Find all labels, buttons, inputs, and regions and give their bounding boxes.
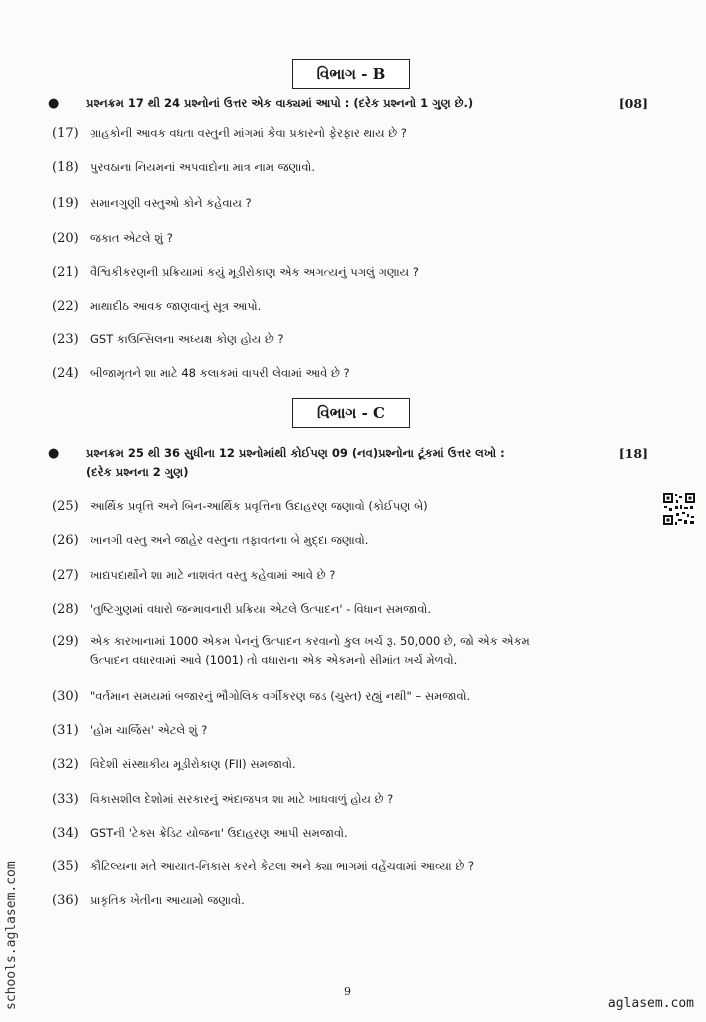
question-line-1: પ્રાકૃતિક ખેતીના આયામો જણાવો. [90,893,245,907]
qr-code-icon [662,492,696,526]
page-number: 9 [344,985,351,998]
question-number: (29) [52,634,79,649]
question-number: (34) [52,826,79,841]
question-number: (28) [52,602,79,617]
section-b-title: વિભાગ - B [292,59,410,89]
question-line-1: વિકાસશીલ દેશોમાં સરકારનું અંદાજપત્ર શા માટે ખાધવાળું હોય છે ? [90,792,394,806]
question-text: માથાદીઠ આવક જાણવાનું સૂત્ર આપો. [90,299,262,313]
question-line-1: 'હોમ ચાર્જિસ' એટલે શું ? [90,723,208,737]
question-text [90,531,652,550]
question-number: (31) [52,723,79,738]
section-c-title: વિભાગ - C [292,398,410,428]
section-b-marks: [08] [618,96,648,111]
question-text [90,497,652,516]
question-number: (25) [52,499,79,514]
side-watermark: schools.aglasem.com [4,861,19,1010]
question-text [90,721,652,740]
question-line-1: વિદેશી સંસ્થાકીય મૂડીરોકાણ (FII) સમજાવો. [90,757,296,771]
instruction-text [86,444,578,482]
question-line-1: ખાદ્યપદાર્થોને શા માટે નાશવંત વસ્તુ કહેવામાં આવે છે ? [90,568,336,582]
question-text [90,755,652,774]
question-text: GST કાઉન્સિલના અધ્યક્ષ કોણ હોય છે ? [90,332,284,346]
question-line-1: "વર્તમાન સમયમાં બજારનું ભૌગોલિક વર્ગીકરણ જડ (ચુસ્ત) રહ્યું નથી" – સમજાવો. [90,689,471,703]
question-text [90,566,652,585]
bullet-icon: ● [48,96,60,111]
question-number: (22) [52,299,79,314]
question-text: વૈશ્વિકીકરણની પ્રક્રિયામાં કયું મૂડીરોકાણ એક અગત્યનું પગલું ગણાય ? [90,265,419,279]
question-text: પુરવઠાના નિયમનાં અપવાદોના માત્ર નામ જણાવો. [90,160,316,174]
question-text: સમાનગુણી વસ્તુઓ કોને કહેવાય ? [90,196,252,210]
instruction-line-2: (દરેક પ્રશ્નના 2 ગુણ) [86,465,189,479]
section-c-marks: [18] [618,446,648,461]
question-line-1: કૌટિલ્યના મતે આયાત-નિકાસ કરને કેટલા અને ક્યા ભાગમાં વહેંચવામાં આવ્યા છે ? [90,859,474,873]
question-line-1: ખાનગી વસ્તુ અને જાહેર વસ્તુના તફાવતના બે મુદ્દા જણાવો. [90,533,369,547]
question-number: (32) [52,757,79,772]
question-line-1: 'તુષ્ટિગુણમાં વધારો જન્માવનારી પ્રક્રિયા એટલે ઉત્પાદન' - વિધાન સમજાવો. [90,602,432,616]
section-c-instruction [48,444,648,482]
watermark: aglasem.com [607,996,694,1011]
question-number: (20) [52,231,79,246]
question-number: (24) [52,366,79,381]
question-line-1: આર્થિક પ્રવૃત્તિ અને બિન-આર્થિક પ્રવૃત્તિના ઉદાહરણ જણાવો (કોઈપણ બે) [90,499,428,513]
instruction-line-1: પ્રશ્નક્રમ 25 થી 36 સુધીના 12 પ્રશ્નોમાંથી કોઈપણ 09 (નવ)પ્રશ્નોના ટૂંકમાં ઉત્તર લખો : [86,446,505,460]
question-line-1: એક કારખાનામાં 1000 એકમ પેનનું ઉત્પાદન કરવાનો કુલ ખર્ચ રૂ. 50,000 છે, જો એક એકમ [90,634,530,648]
question-text: બીજામૃતને શા માટે 48 કલાકમાં વાપરી લેવામાં આવે છે ? [90,366,350,380]
question-number: (21) [52,265,79,280]
question-number: (35) [52,859,79,874]
instruction-text: પ્રશ્નક્રમ 17 થી 24 પ્રશ્નોનાં ઉત્તર એક વાક્યમાં આપો : (દરેક પ્રશ્નનો 1 ગુણ છે.) [86,96,474,110]
question-text [90,687,652,706]
question-number: (30) [52,689,79,704]
question-number: (23) [52,332,79,347]
question-line-1: GSTની 'ટેક્સ ક્રેડિટ યોજના' ઉદાહરણ આપી સમજાવો. [90,826,348,840]
question-text [90,891,652,910]
question-text [90,857,652,876]
question-text: જકાત એટલે શું ? [90,231,173,245]
question-number: (27) [52,568,79,583]
question-number: (18) [52,160,79,175]
question-line-2: ઉત્પાદન વધારવામાં આવે (1001) તો વધારાના એક એકમનો સીમાંત ખર્ચ મેળવો. [90,653,458,667]
question-number: (17) [52,126,79,141]
question-number: (36) [52,893,79,908]
question-number: (26) [52,533,79,548]
question-text: ગ્રાહકોની આવક વધતા વસ્તુની માંગમાં કેવા પ્રકારનો ફેરફાર થાય છે ? [90,126,407,140]
question-text [90,790,652,809]
question-text [90,632,652,670]
question-text [90,824,652,843]
question-number: (33) [52,792,79,807]
question-text [90,600,652,619]
question-number: (19) [52,196,79,211]
bullet-icon: ● [48,446,60,461]
